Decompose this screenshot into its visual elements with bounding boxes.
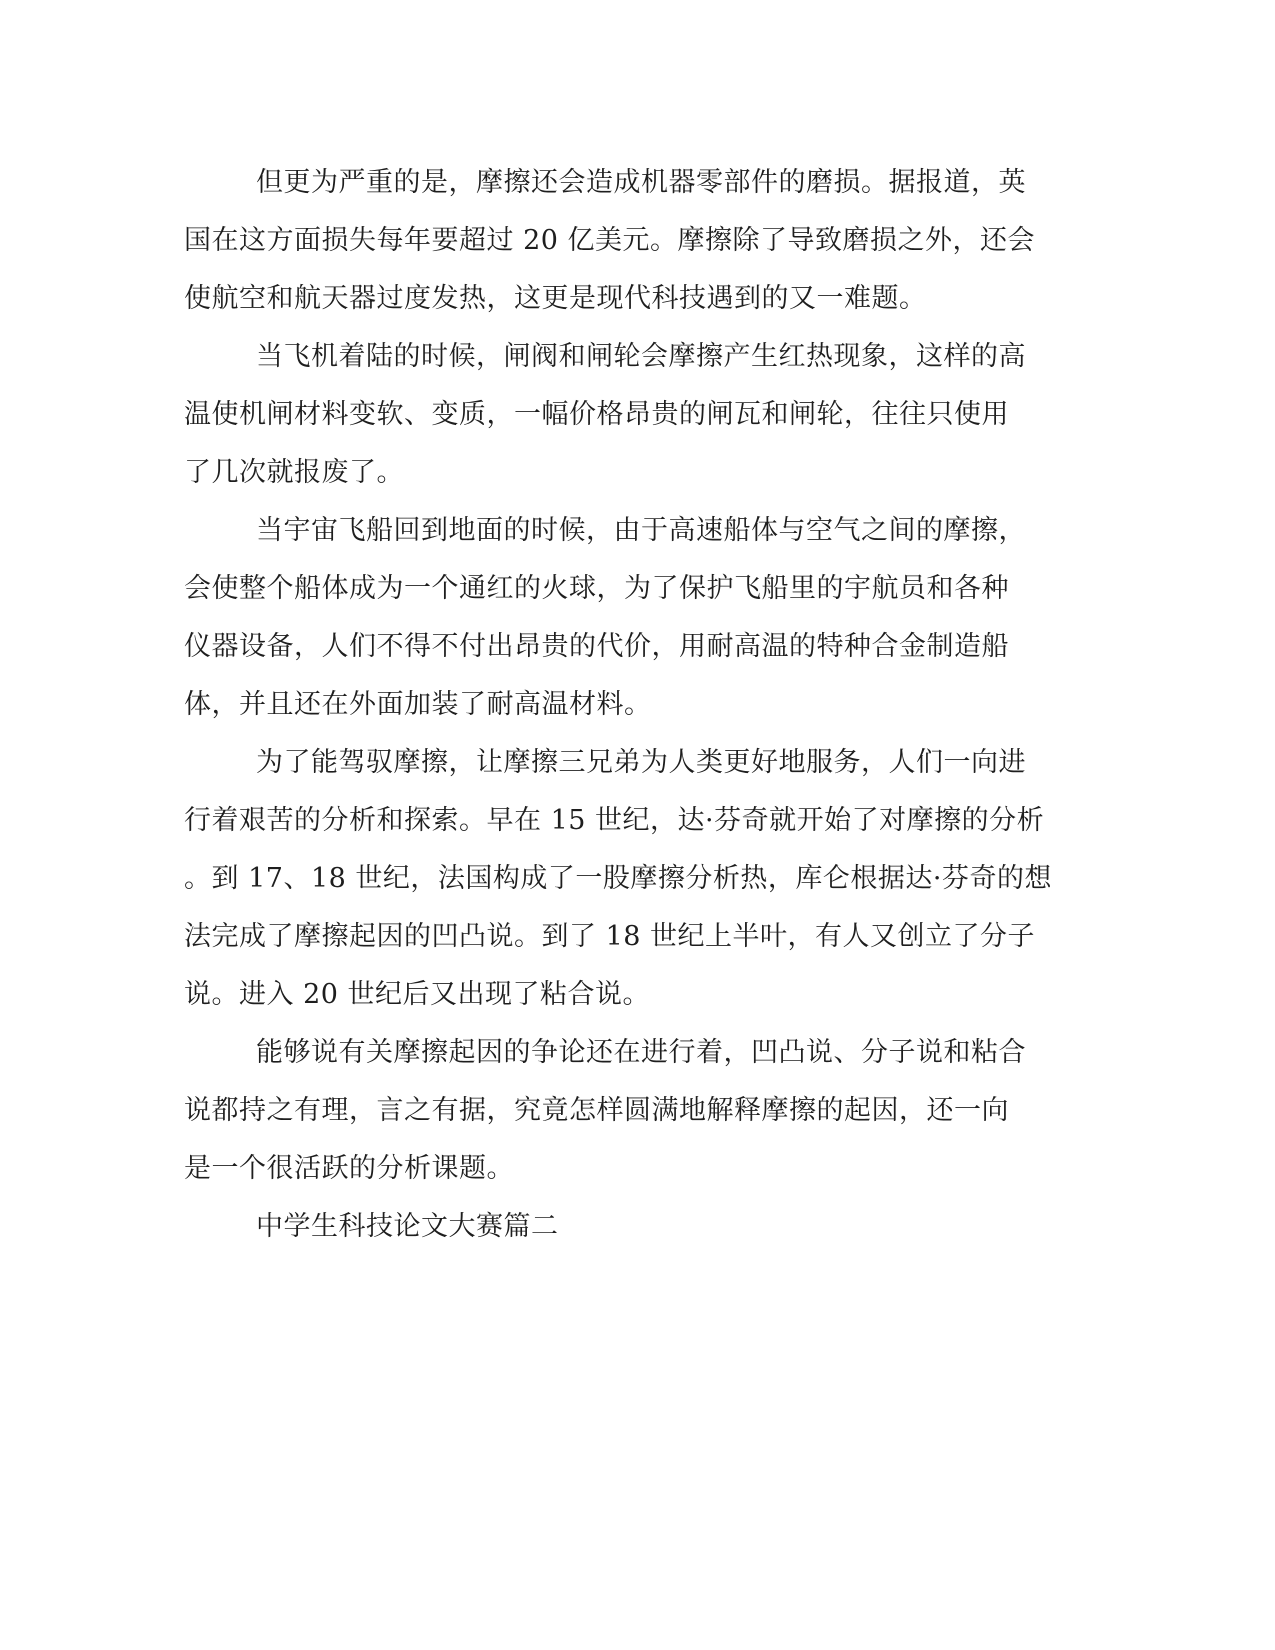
- paragraph: [184, 334, 1036, 496]
- text-line: 能够说有关摩擦起因的争论还在进行着，凹凸说、分子说和粘合: [256, 1037, 1026, 1068]
- text-line: 但更为严重的是，摩擦还会造成机器零部件的磨损。据报道，英: [256, 167, 1026, 198]
- text-line: 是一个很活跃的分析课题。: [184, 1153, 514, 1184]
- text-line: 会使整个船体成为一个通红的火球，为了保护飞船里的宇航员和各种: [184, 573, 1009, 604]
- document-body: [184, 160, 1052, 1262]
- text-line: 法完成了摩擦起因的凹凸说。到了 18 世纪上半叶，有人又创立了分子: [184, 921, 1036, 952]
- paragraph: [184, 160, 1036, 322]
- section-heading: 中学生科技论文大赛篇二: [256, 1211, 559, 1242]
- text-line: 仪器设备，人们不得不付出昂贵的代价，用耐高温的特种合金制造船: [184, 631, 1009, 662]
- text-line: 当飞机着陆的时候，闸阀和闸轮会摩擦产生红热现象，这样的高: [256, 341, 1026, 372]
- text-line: 行着艰苦的分析和探索。早在 15 世纪，达·芬奇就开始了对摩擦的分析: [184, 805, 1045, 836]
- paragraph: [184, 1030, 1036, 1192]
- text-line: 温使机闸材料变软、变质，一幅价格昂贵的闸瓦和闸轮，往往只使用: [184, 399, 1009, 430]
- text-line: 说。进入 20 世纪后又出现了粘合说。: [184, 979, 651, 1010]
- text-line: 为了能驾驭摩擦，让摩擦三兄弟为人类更好地服务，人们一向进: [256, 747, 1026, 778]
- text-line: 说都持之有理，言之有据，究竟怎样圆满地解释摩擦的起因，还一向: [184, 1095, 1009, 1126]
- text-line: 使航空和航天器过度发热，这更是现代科技遇到的又一难题。: [184, 283, 927, 314]
- text-line: 。到 17、18 世纪，法国构成了一股摩擦分析热，库仑根据达·芬奇的想: [184, 863, 1052, 894]
- text-line: 体，并且还在外面加装了耐高温材料。: [184, 689, 652, 720]
- paragraph: [184, 508, 1036, 728]
- text-line: 当宇宙飞船回到地面的时候，由于高速船体与空气之间的摩擦，: [256, 515, 1026, 546]
- paragraph: [184, 740, 1052, 1018]
- text-line: 了几次就报废了。: [184, 457, 404, 488]
- text-line: 国在这方面损失每年要超过 20 亿美元。摩擦除了导致磨损之外，还会: [184, 225, 1036, 256]
